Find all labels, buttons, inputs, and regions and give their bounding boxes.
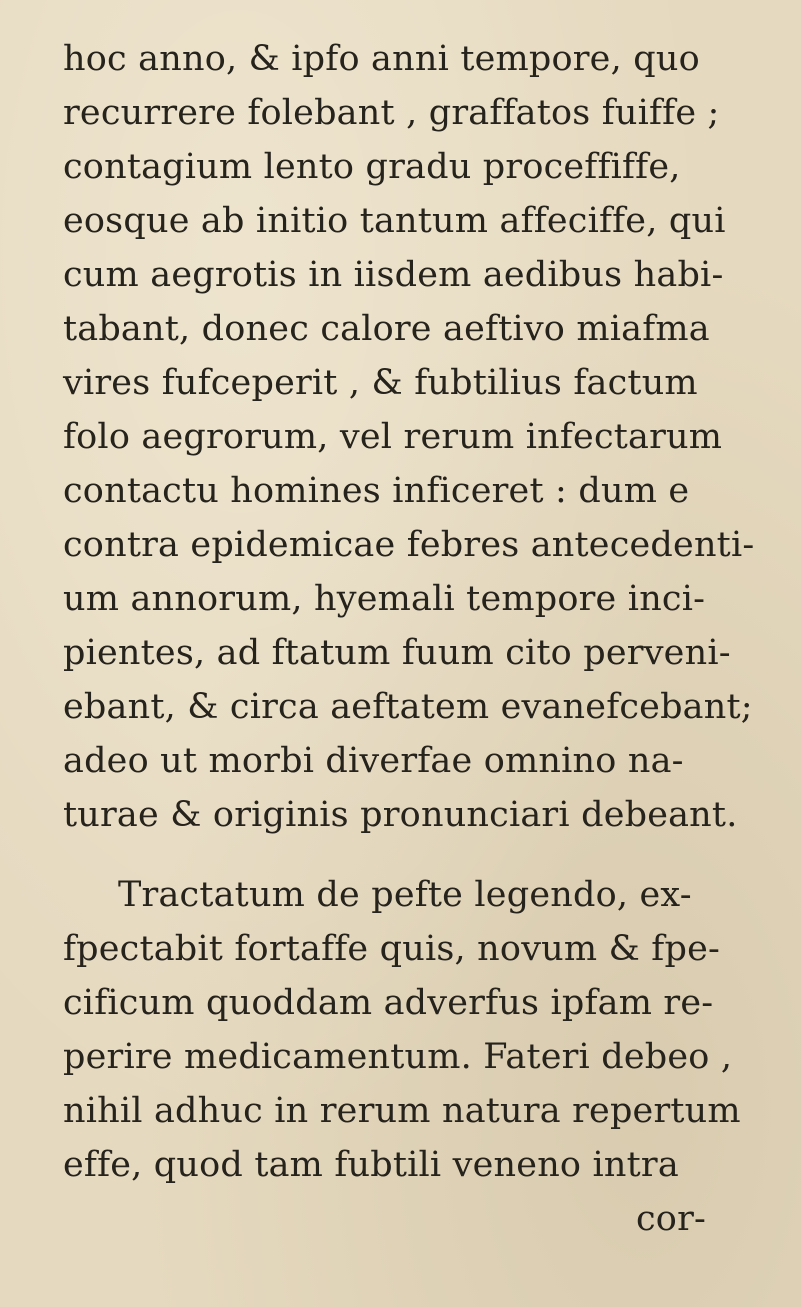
text-line: cificum quoddam adverfus ipfam re-	[63, 983, 714, 1023]
text-line: contagium lento gradu proceffiffe,	[63, 147, 681, 187]
text-line: folo aegrorum, vel rerum infectarum	[63, 417, 723, 457]
text-line: adeo ut morbi diverfae omnino na-	[63, 741, 684, 781]
text-line: effe, quod tam fubtili veneno intra	[63, 1145, 679, 1185]
catchword: cor-	[636, 1199, 707, 1239]
text-line: tabant, donec calore aeftivo miafma	[63, 309, 710, 349]
text-line: recurrere folebant , graffatos fuiffe ;	[63, 93, 720, 133]
text-line: eosque ab initio tantum affeciffe, qui	[63, 201, 726, 241]
text-line: fpectabit fortaffe quis, novum & fpe-	[63, 929, 721, 969]
text-line: vires fufceperit , & fubtilius factum	[63, 363, 698, 403]
text-line: cum aegrotis in iisdem aedibus habi-	[63, 255, 724, 295]
text-line: hoc anno, & ipfo anni tempore, quo	[63, 39, 700, 79]
text-line: nihil adhuc in rerum natura repertum	[63, 1091, 741, 1131]
text-line: ebant, & circa aeftatem evanefcebant;	[63, 687, 753, 727]
text-line: contra epidemicae febres antecedenti-	[63, 525, 755, 565]
text-line: turae & originis pronunciari debeant.	[63, 795, 738, 835]
text-line: contactu homines inficeret : dum e	[63, 471, 690, 511]
text-line: Tractatum de pefte legendo, ex-	[118, 875, 692, 915]
text-line: pientes, ad ftatum fuum cito perveni-	[63, 633, 731, 673]
text-line: perire medicamentum. Fateri debeo ,	[63, 1037, 733, 1077]
text-line: um annorum, hyemali tempore inci-	[63, 579, 706, 619]
